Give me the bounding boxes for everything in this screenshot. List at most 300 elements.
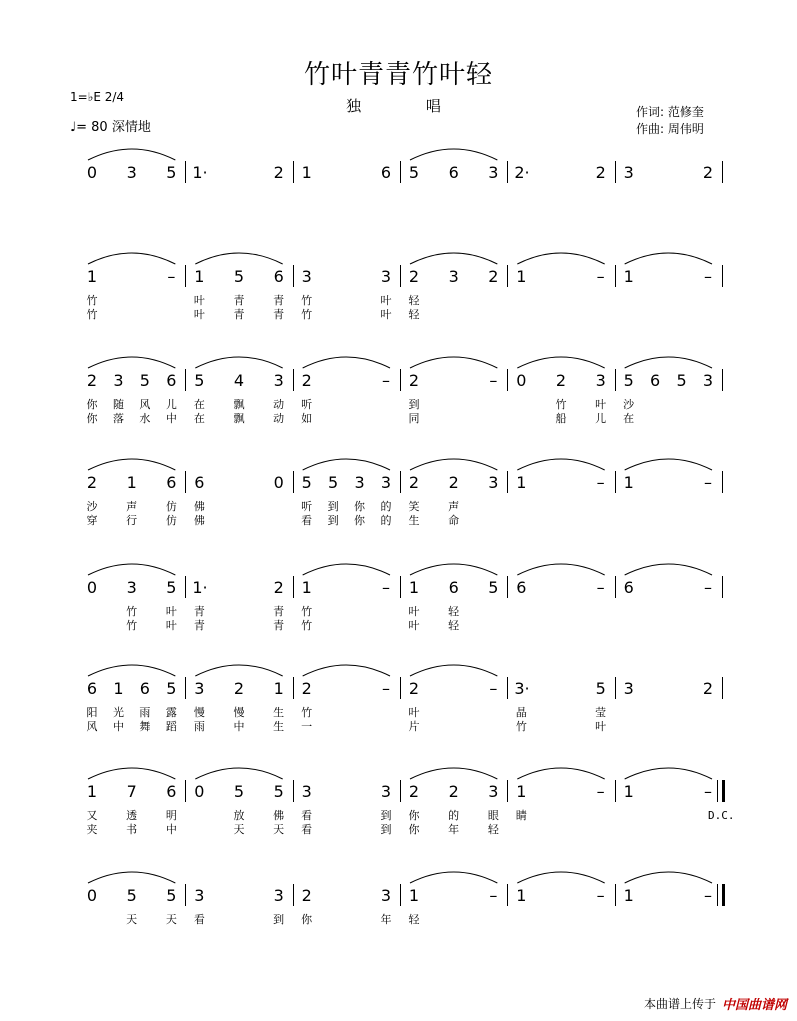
note: 1: [408, 886, 420, 905]
lyric-syllable: 仿: [165, 514, 177, 527]
lyric-syllable: 透: [126, 809, 138, 822]
lyric-syllable: 风: [86, 720, 98, 733]
note: 3: [301, 267, 312, 286]
slur: [88, 665, 175, 676]
note: –: [167, 267, 176, 286]
barline: [185, 677, 186, 699]
note: 2: [273, 578, 284, 597]
barline: [722, 471, 723, 493]
lyric-syllable: 生: [273, 720, 285, 733]
barline: [185, 884, 186, 906]
note: 2: [273, 163, 284, 182]
barline: [400, 471, 401, 493]
slur: [410, 872, 497, 883]
lyric-syllable: 穿: [86, 514, 98, 527]
lyric-syllable: 听: [301, 500, 313, 513]
barline: [722, 576, 723, 598]
note: –: [596, 886, 605, 905]
barline: [293, 369, 294, 391]
barline: [400, 677, 401, 699]
note: 1: [86, 267, 98, 286]
note: 5: [166, 578, 177, 597]
note: 6: [448, 163, 459, 182]
note: 3: [488, 782, 499, 801]
lyric-syllable: 声: [126, 500, 138, 513]
slur: [517, 872, 604, 883]
note: 5: [233, 782, 245, 801]
lyric-syllable: 轻: [487, 823, 499, 836]
barline: [507, 369, 508, 391]
performance-type: 独 唱: [346, 97, 471, 115]
barline: [400, 576, 401, 598]
slur: [88, 357, 175, 368]
lyric-syllable: 竹: [126, 619, 138, 632]
lyric-syllable: 叶: [193, 308, 205, 321]
slur: [195, 357, 282, 368]
lyric-syllable: 竹: [301, 619, 313, 632]
note: 3: [380, 782, 392, 801]
note: 5: [126, 886, 137, 905]
lyric-syllable: 儿: [595, 412, 607, 425]
lyric-syllable: 动: [273, 412, 285, 425]
note: 5: [166, 163, 177, 182]
note: 3: [194, 679, 205, 698]
slur: [410, 149, 497, 160]
lyric-syllable: 行: [126, 514, 138, 527]
lyric-syllable: 在: [193, 412, 205, 425]
slur: [517, 357, 604, 368]
lyric-syllable: 竹: [301, 308, 313, 321]
note: 3: [273, 371, 284, 390]
lyric-syllable: 中: [233, 720, 245, 733]
note: 1·: [192, 578, 208, 597]
lyric-syllable: 声: [448, 500, 460, 513]
slur: [195, 253, 282, 264]
lyric-syllable: 青: [193, 619, 205, 632]
lyric-syllable: 沙: [623, 398, 635, 411]
da-capo-mark: D.C.: [708, 809, 735, 822]
lyric-syllable: 青: [193, 605, 205, 618]
final-barline: [722, 780, 725, 802]
note: 1: [126, 473, 137, 492]
note: 5: [595, 679, 606, 698]
lyric-syllable: 竹: [555, 398, 567, 411]
lyric-syllable: 天: [273, 823, 285, 836]
lyric-syllable: 看: [301, 514, 313, 527]
note: 3: [488, 473, 499, 492]
slur: [88, 149, 175, 160]
lyric-syllable: 夹: [86, 823, 98, 836]
note: 2: [595, 163, 606, 182]
note: 2: [488, 267, 499, 286]
slur: [88, 872, 175, 883]
slur: [88, 253, 175, 264]
tempo-marking: ♩= 80 深情地: [70, 120, 151, 135]
lyric-syllable: 儿: [165, 398, 177, 411]
note: 5: [233, 267, 245, 286]
note: –: [382, 371, 390, 390]
lyric-syllable: 叶: [408, 706, 420, 719]
note: 2: [86, 473, 98, 492]
lyric-syllable: 晶: [515, 706, 527, 719]
note: 6: [166, 473, 177, 492]
footer: [644, 994, 787, 1013]
barline: [615, 576, 616, 598]
lyric-syllable: 到: [273, 913, 285, 926]
note: 5: [194, 371, 205, 390]
slur: [410, 665, 497, 676]
barline: [293, 677, 294, 699]
lyric-syllable: 天: [126, 913, 138, 926]
barline: [185, 265, 186, 287]
note: 1: [623, 782, 634, 801]
slur: [517, 768, 604, 779]
note: 3: [194, 886, 205, 905]
note: –: [382, 679, 390, 698]
barline: [293, 161, 294, 183]
note: 1: [194, 267, 205, 286]
note: 3: [623, 163, 634, 182]
note: 0: [86, 578, 98, 597]
note: 3: [301, 782, 312, 801]
note: 3: [273, 886, 284, 905]
slur: [625, 253, 712, 264]
note: 6: [380, 163, 392, 182]
lyric-syllable: 轻: [448, 619, 460, 632]
barline: [400, 265, 401, 287]
note: 3: [113, 371, 124, 390]
note: 2: [408, 371, 420, 390]
note: 6: [139, 679, 150, 698]
lyric-syllable: 动: [273, 398, 285, 411]
lyric-syllable: 中: [112, 720, 124, 733]
note: 3: [488, 163, 499, 182]
barline: [507, 884, 508, 906]
note: 6: [273, 267, 284, 286]
barline: [293, 780, 294, 802]
lyric-syllable: 在: [623, 412, 635, 425]
lyric-syllable: 光: [112, 706, 124, 719]
lyric-syllable: 慢: [233, 706, 245, 719]
lyric-syllable: 轻: [408, 294, 420, 307]
lyric-syllable: 你: [301, 913, 313, 926]
lyric-syllable: 命: [448, 514, 460, 527]
barline: [293, 884, 294, 906]
barline: [507, 677, 508, 699]
note: 2: [448, 473, 459, 492]
lyric-syllable: 竹: [86, 308, 98, 321]
note: 2: [408, 782, 420, 801]
lyric-syllable: 轻: [408, 308, 420, 321]
lyric-syllable: 青: [273, 619, 285, 632]
lyric-syllable: 阳: [86, 706, 98, 719]
lyric-syllable: 笑: [408, 500, 420, 513]
lyric-syllable: 你: [86, 412, 98, 425]
barline: [717, 884, 718, 906]
note: –: [596, 782, 605, 801]
note: 6: [86, 679, 98, 698]
note: 3: [380, 886, 392, 905]
lyric-syllable: 中: [165, 412, 177, 425]
barline: [293, 471, 294, 493]
lyric-syllable: 露: [165, 706, 177, 719]
lyric-syllable: 舞: [139, 720, 151, 733]
note: 7: [126, 782, 137, 801]
barline: [293, 576, 294, 598]
note: –: [382, 578, 390, 597]
note: 2: [301, 371, 312, 390]
note: 2: [702, 679, 714, 698]
lyric-syllable: 叶: [408, 619, 420, 632]
note: 3: [448, 267, 459, 286]
lyric-syllable: 天: [233, 823, 245, 836]
slur: [195, 768, 282, 779]
slur: [410, 564, 497, 575]
lyric-syllable: 雨: [139, 706, 151, 719]
note: 1: [623, 473, 634, 492]
note: 5: [623, 371, 634, 390]
lyric-syllable: 风: [139, 398, 151, 411]
lyricist-credit: 作词: 范修奎: [636, 105, 704, 119]
lyric-syllable: 落: [112, 412, 124, 425]
slur: [410, 253, 497, 264]
barline: [615, 161, 616, 183]
note: 1: [86, 782, 98, 801]
lyric-syllable: 的: [380, 514, 392, 527]
lyric-syllable: 到: [408, 398, 420, 411]
lyric-syllable: 竹: [301, 605, 313, 618]
site-logo[interactable]: 中国曲谱网: [721, 998, 787, 1013]
lyric-syllable: 叶: [595, 720, 607, 733]
note: 2: [233, 679, 245, 698]
lyric-syllable: 竹: [86, 294, 98, 307]
barline: [722, 677, 723, 699]
note: 1: [516, 782, 527, 801]
barline: [400, 780, 401, 802]
lyric-syllable: 船: [555, 412, 567, 425]
note: 3: [354, 473, 365, 492]
note: 1: [113, 679, 124, 698]
barline: [615, 780, 616, 802]
lyric-syllable: 到: [327, 500, 339, 513]
lyric-syllable: 生: [408, 514, 420, 527]
note: 3: [126, 163, 137, 182]
lyric-syllable: 飘: [233, 412, 245, 425]
slur: [410, 459, 497, 470]
lyric-syllable: 一: [301, 720, 313, 733]
barline: [400, 161, 401, 183]
lyric-syllable: 莹: [595, 706, 607, 719]
note: –: [596, 267, 605, 286]
note: 1: [516, 886, 527, 905]
lyric-syllable: 明: [165, 809, 177, 822]
lyric-syllable: 到: [327, 514, 339, 527]
lyric-syllable: 佛: [193, 500, 205, 513]
note: 2: [408, 679, 420, 698]
note: 2: [408, 267, 420, 286]
barline: [722, 161, 723, 183]
key-signature: 1=♭E 2/4: [70, 90, 125, 104]
lyric-syllable: 佛: [193, 514, 205, 527]
barline: [507, 265, 508, 287]
note: –: [489, 371, 498, 390]
lyric-syllable: 青: [233, 308, 245, 321]
lyric-syllable: 轻: [408, 913, 420, 926]
note: 5: [166, 886, 177, 905]
lyric-syllable: 看: [193, 913, 205, 926]
upload-text: 本曲谱上传于: [643, 997, 716, 1011]
note: 2: [555, 371, 567, 390]
lyric-syllable: 仿: [165, 500, 177, 513]
barline: [185, 161, 186, 183]
note: –: [489, 886, 498, 905]
lyric-syllable: 你: [86, 398, 98, 411]
barline: [615, 471, 616, 493]
lyric-syllable: 叶: [165, 619, 177, 632]
note: –: [704, 782, 712, 801]
note: –: [704, 578, 712, 597]
lyric-syllable: 放: [233, 809, 245, 822]
lyric-syllable: 的: [448, 809, 460, 822]
lyric-syllable: 轻: [448, 605, 460, 618]
lyric-syllable: 到: [380, 823, 392, 836]
note: 2: [408, 473, 420, 492]
slur: [88, 564, 175, 575]
slur: [625, 357, 712, 368]
note: 6: [166, 782, 177, 801]
lyric-syllable: 你: [408, 823, 420, 836]
lyric-syllable: 蹈: [165, 720, 177, 733]
final-barline: [722, 884, 725, 906]
slur: [410, 768, 497, 779]
note: 2: [301, 679, 312, 698]
lyric-syllable: 你: [354, 514, 366, 527]
lyric-syllable: 看: [301, 809, 313, 822]
barline: [615, 677, 616, 699]
note: 1: [408, 578, 420, 597]
barline: [507, 161, 508, 183]
note: –: [704, 267, 712, 286]
note: 1: [301, 163, 312, 182]
lyric-syllable: 的: [380, 500, 392, 513]
note: 2: [86, 371, 98, 390]
note: 1·: [192, 163, 208, 182]
lyric-syllable: 随: [112, 398, 124, 411]
lyric-syllable: 竹: [301, 706, 313, 719]
note: –: [489, 679, 498, 698]
lyric-syllable: 青: [273, 294, 285, 307]
slur: [303, 564, 390, 575]
note: 4: [233, 371, 245, 390]
slur: [88, 768, 175, 779]
lyric-syllable: 到: [380, 809, 392, 822]
slur: [303, 665, 390, 676]
lyric-syllable: 竹: [515, 720, 527, 733]
lyric-syllable: 你: [354, 500, 366, 513]
slur: [517, 459, 604, 470]
note: 5: [273, 782, 284, 801]
lyric-syllable: 青: [233, 294, 245, 307]
lyric-syllable: 青: [273, 308, 285, 321]
lyric-syllable: 竹: [301, 294, 313, 307]
lyric-syllable: 又: [86, 809, 98, 822]
lyric-syllable: 竹: [126, 605, 138, 618]
note: 5: [139, 371, 150, 390]
note: 5: [676, 371, 687, 390]
note: 6: [166, 371, 177, 390]
slur: [625, 459, 712, 470]
lyric-syllable: 眼: [487, 809, 499, 822]
note: 2: [301, 886, 312, 905]
barline: [615, 369, 616, 391]
barline: [615, 884, 616, 906]
barline: [722, 369, 723, 391]
note: 2: [702, 163, 714, 182]
note: 6: [516, 578, 527, 597]
note: 1: [301, 578, 312, 597]
lyric-syllable: 睛: [515, 809, 527, 822]
note: 5: [408, 163, 420, 182]
lyric-syllable: 叶: [165, 605, 177, 618]
slur: [517, 564, 604, 575]
composer-credit: 作曲: 周伟明: [636, 122, 704, 136]
note: 0: [273, 473, 284, 492]
note: 6: [194, 473, 205, 492]
lyric-syllable: 如: [301, 412, 313, 425]
lyric-syllable: 在: [193, 398, 205, 411]
barline: [507, 780, 508, 802]
lyric-syllable: 片: [408, 720, 420, 733]
barline: [717, 780, 718, 802]
lyric-syllable: 叶: [595, 398, 607, 411]
lyric-syllable: 你: [408, 809, 420, 822]
note: –: [596, 473, 605, 492]
slur: [625, 768, 712, 779]
note: 2·: [514, 163, 530, 182]
note: 5: [166, 679, 177, 698]
note: 1: [516, 473, 527, 492]
barline: [507, 576, 508, 598]
barline: [185, 369, 186, 391]
lyric-syllable: 天: [165, 913, 177, 926]
slur: [303, 459, 390, 470]
lyric-syllable: 佛: [273, 809, 285, 822]
slur: [88, 459, 175, 470]
barline: [293, 265, 294, 287]
note: 0: [516, 371, 527, 390]
note: 0: [86, 886, 98, 905]
note: 3: [126, 578, 137, 597]
note: 0: [194, 782, 205, 801]
slur: [303, 357, 390, 368]
note: –: [704, 473, 712, 492]
barline: [400, 369, 401, 391]
note: 1: [273, 679, 284, 698]
note: 1: [516, 267, 527, 286]
note: 6: [650, 371, 661, 390]
lyric-syllable: 雨: [193, 720, 205, 733]
slur: [517, 253, 604, 264]
barline: [185, 780, 186, 802]
lyric-syllable: 青: [273, 605, 285, 618]
barline: [400, 884, 401, 906]
note: 3: [595, 371, 606, 390]
lyric-syllable: 慢: [193, 706, 205, 719]
lyric-syllable: 飘: [233, 398, 245, 411]
lyric-syllable: 看: [301, 823, 313, 836]
slur: [195, 665, 282, 676]
note: 0: [86, 163, 98, 182]
